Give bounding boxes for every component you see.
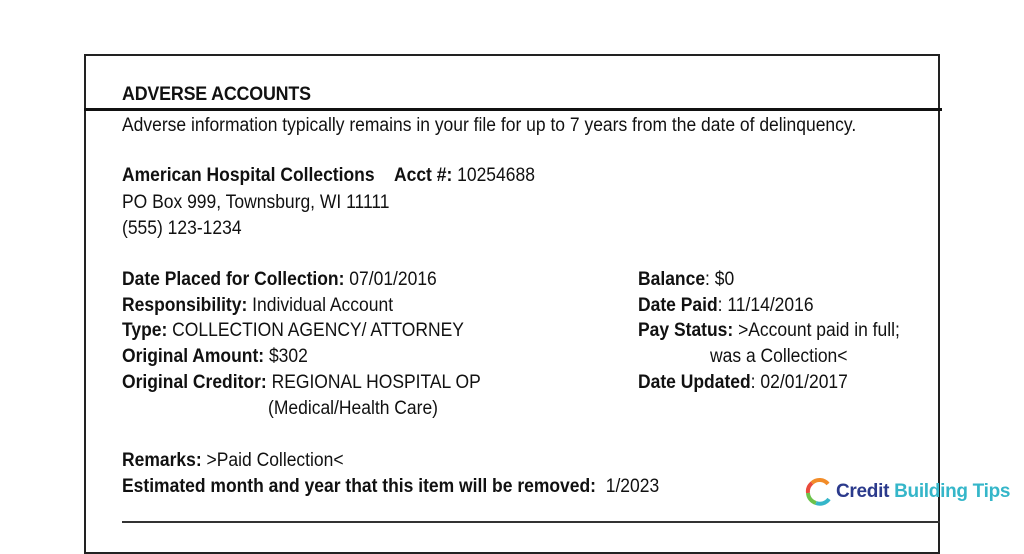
acct-label: Acct #: bbox=[393, 165, 453, 186]
field-date-placed bbox=[122, 269, 437, 291]
field-balance bbox=[638, 269, 734, 291]
section-title: ADVERSE ACCOUNTS bbox=[122, 84, 311, 105]
field-label: Type: bbox=[122, 320, 168, 341]
remarks-label: Remarks: bbox=[122, 450, 202, 471]
field-label: Date Updated bbox=[638, 372, 751, 393]
creditor-phone: (555) 123-1234 bbox=[122, 218, 242, 239]
field-value: >Account paid in full; bbox=[738, 320, 900, 341]
credit-building-tips-logo bbox=[804, 476, 1010, 508]
field-value: COLLECTION AGENCY/ ATTORNEY bbox=[172, 320, 464, 341]
field-value: $302 bbox=[268, 346, 308, 367]
removal-label: Estimated month and year that this item will be removed: bbox=[122, 476, 597, 497]
removal-estimate bbox=[122, 476, 659, 498]
creditor-address: PO Box 999, Townsburg, WI 11111 bbox=[122, 192, 390, 213]
field-pay-status bbox=[638, 320, 900, 342]
field-label: Responsibility: bbox=[122, 295, 248, 316]
pay-status-continuation: was a Collection< bbox=[710, 346, 848, 367]
acct-number: 10254688 bbox=[457, 165, 535, 186]
section-divider bbox=[84, 108, 942, 111]
section-intro: Adverse information typically remains in your file for up to 7 years from the date of delinquency. bbox=[122, 115, 857, 136]
field-date-updated bbox=[638, 372, 848, 394]
rainbow-c-icon bbox=[804, 477, 834, 507]
removal-value: 1/2023 bbox=[605, 476, 660, 497]
field-label: Original Creditor: bbox=[122, 372, 267, 393]
field-date-paid bbox=[638, 295, 814, 317]
field-label: Pay Status: bbox=[638, 320, 734, 341]
remarks bbox=[122, 450, 344, 472]
creditor-heading bbox=[122, 165, 535, 187]
field-separator: : bbox=[705, 269, 710, 290]
field-responsibility bbox=[122, 295, 393, 317]
field-label: Date Placed for Collection: bbox=[122, 269, 345, 290]
field-value: Individual Account bbox=[252, 295, 394, 316]
field-separator: : bbox=[717, 295, 723, 316]
remarks-value: >Paid Collection< bbox=[206, 450, 344, 471]
field-value: $0 bbox=[714, 269, 735, 290]
field-separator: : bbox=[750, 372, 756, 393]
field-label: Date Paid bbox=[638, 295, 718, 316]
field-original-amount bbox=[122, 346, 308, 368]
logo-text bbox=[836, 481, 1010, 503]
field-type bbox=[122, 320, 464, 342]
creditor-name: American Hospital Collections bbox=[122, 165, 375, 186]
bottom-divider bbox=[122, 521, 940, 523]
field-value: 07/01/2016 bbox=[349, 269, 437, 290]
logo-text-secondary: Building Tips bbox=[894, 481, 1011, 502]
field-original-creditor bbox=[122, 372, 481, 394]
logo-text-primary: Credit bbox=[836, 481, 890, 502]
field-label: Balance bbox=[638, 269, 706, 290]
field-value: REGIONAL HOSPITAL OP bbox=[271, 372, 481, 393]
original-creditor-category: (Medical/Health Care) bbox=[268, 398, 439, 419]
field-value: 02/01/2017 bbox=[760, 372, 848, 393]
field-label: Original Amount: bbox=[122, 346, 265, 367]
field-value: 11/14/2016 bbox=[727, 295, 814, 316]
